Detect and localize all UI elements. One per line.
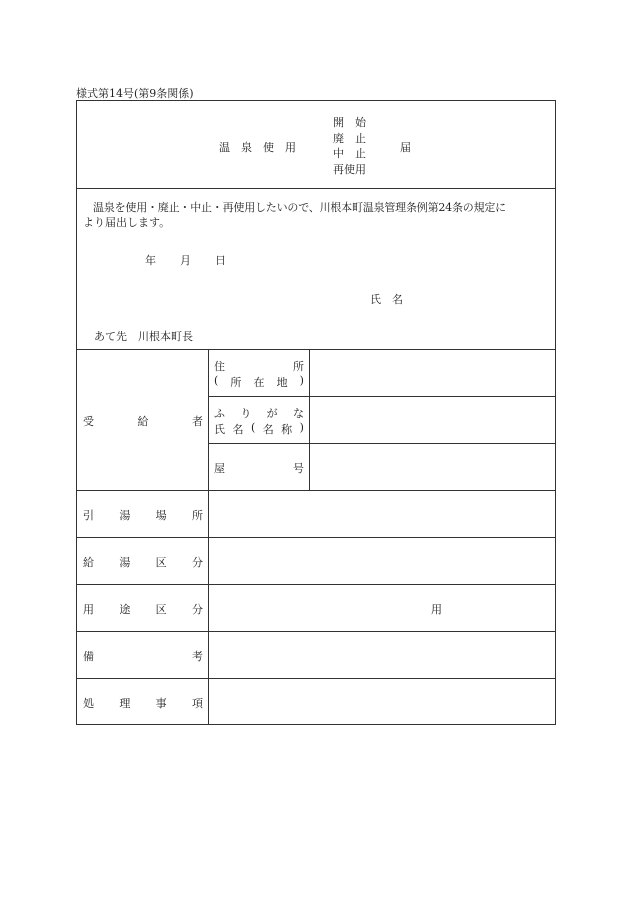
- row-label-usage-category: 用 途 区 分: [83, 603, 203, 616]
- recipient-name-field[interactable]: [310, 397, 555, 443]
- address-label: 住 所: [214, 360, 304, 373]
- divider: [77, 188, 555, 189]
- address-field[interactable]: [310, 350, 555, 396]
- option-suspend: 中 止: [333, 147, 366, 160]
- row-label-processing: 処 理 事 項: [83, 697, 203, 710]
- option-start: 開 始: [333, 116, 366, 129]
- supply-category-field[interactable]: [209, 538, 555, 584]
- address-sub-label: ( 所 在 地 ): [214, 374, 304, 389]
- body-text-line1: 温泉を使用・廃止・中止・再使用したいので、川根本町温泉管理条例第24条の規定に: [93, 201, 506, 214]
- option-reuse: 再使用: [333, 162, 366, 176]
- title-options: [333, 115, 366, 177]
- shop-name-field[interactable]: [310, 444, 555, 490]
- addressee: あて先 川根本町長: [94, 330, 193, 343]
- application-form: [76, 100, 556, 725]
- shop-name-label: 屋 号: [214, 462, 304, 475]
- usage-suffix: 用: [431, 603, 442, 616]
- body-text-line2: より届出します。: [83, 216, 171, 229]
- title-suffix: 届: [400, 141, 411, 154]
- applicant-name-label: 氏 名: [370, 293, 403, 306]
- row-label-supply-category: 給 湯 区 分: [83, 556, 203, 569]
- date-year: 年: [145, 254, 156, 267]
- processing-field[interactable]: [209, 679, 555, 725]
- row-label-source-location: 引 湯 場 所: [83, 509, 203, 522]
- recipient-label: 受 給 者: [83, 415, 203, 428]
- form-title: 温 泉 使 用: [219, 141, 296, 154]
- form-number: 様式第14号(第9条関係): [76, 87, 194, 100]
- row-label-remarks: 備 考: [83, 650, 203, 663]
- date-month: 月: [180, 254, 191, 267]
- date-day: 日: [215, 254, 226, 267]
- source-location-field[interactable]: [209, 491, 555, 537]
- remarks-field[interactable]: [209, 632, 555, 678]
- option-abolish: 廃 止: [333, 131, 366, 145]
- recipient-name-label: 氏 名 ( 名 称 ): [214, 421, 304, 436]
- furigana-label: ふ り が な: [214, 407, 304, 420]
- usage-category-field[interactable]: [209, 585, 555, 631]
